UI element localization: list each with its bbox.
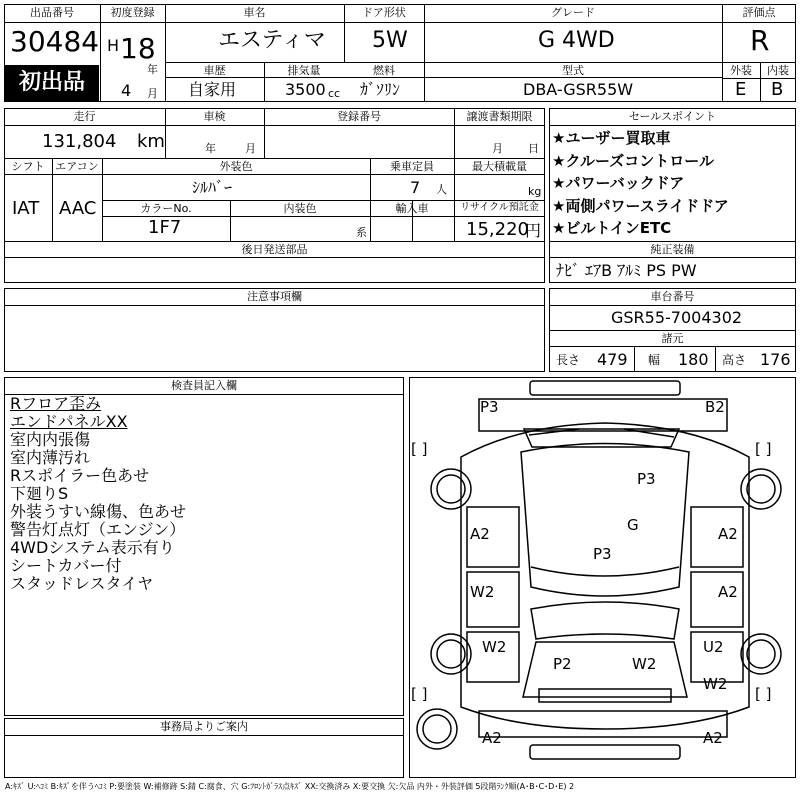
divider [102,174,545,175]
capacity-label: 乗車定員 [390,160,434,173]
chassis-number: GSR55-7004302 [611,308,743,327]
sales-point: ★両側パワースライドドア [552,196,729,215]
int-color-label: 内装色 [283,202,317,215]
width-label: 幅 [648,353,661,367]
mileage-unit: km [137,131,165,152]
doc-month-unit: 月 [492,142,503,155]
inspection-month-unit: 月 [245,142,256,155]
inspection-label: 車検 [203,110,226,123]
divider [549,305,796,306]
tire-inner [747,475,775,503]
doors: 5W [372,28,408,53]
later-parts-label: 後日発送部品 [241,243,308,256]
divider [4,241,545,242]
diag-rear-qtr-right: A2 [718,525,738,543]
roof-line [531,567,679,576]
tire-inner [423,715,451,743]
ext-color: ｼﾙﾊﾞｰ [192,178,233,197]
note-item: 4WDシステム表示有り [10,538,175,557]
month-unit: 月 [147,87,158,100]
grade: G 4WD [538,28,615,53]
int-color-unit: 系 [356,226,367,239]
divider [102,200,545,201]
car-name-label: 車名 [243,6,266,19]
tire-inner [747,640,775,668]
diag-rear-door-left: W2 [470,583,495,601]
year-unit: 年 [147,63,158,76]
divider [4,174,102,175]
divider [549,241,796,242]
divider [344,22,722,23]
sales-points-label: セールスポイント [628,110,716,123]
diag-roof-panel: P3 [593,545,612,563]
ext-grade-label: 外装 [730,64,752,77]
capacity-unit: 人 [436,183,447,196]
divider [100,4,101,102]
model-label: 型式 [562,64,584,77]
diag-front-door-right: U2 [703,638,724,656]
width: 180 [678,350,709,369]
shift: IAT [12,198,40,219]
recycle-fee: 15,220 [466,219,529,240]
diag-roof: G [627,516,639,534]
divider [4,158,545,159]
caution-label: 注意事項欄 [247,290,302,303]
recycle-label: リサイクル預託金 [460,202,539,213]
diag-front-door-left: W2 [482,638,507,656]
displacement-unit: cc [328,87,341,100]
diag-hood-left: P2 [553,655,572,673]
score-label: 評価点 [742,6,776,19]
divider [165,4,166,102]
lot-number: 30484 [10,25,100,58]
model: DBA-GSR55W [523,80,634,99]
divider [4,257,545,258]
sales-points-list [552,127,729,240]
grille [539,689,671,702]
note-item: 室内薄汚れ [10,448,91,467]
divider [165,62,796,63]
doc-day-unit: 日 [528,142,539,155]
load-unit: kg [528,185,542,198]
color-no: 1F7 [148,217,182,238]
doors-label: ドア形状 [362,6,406,19]
era: H [107,36,120,55]
capacity: 7 [410,178,421,197]
divider [722,4,723,102]
front-bumper-strip [530,745,680,759]
note-item: 外装うすい線傷、色あせ [10,502,187,521]
roof [521,444,689,597]
sales-point: ★ユーザー買取車 [552,129,671,147]
ac: AAC [59,198,97,219]
first-reg-label: 初度登録 [110,6,155,19]
diag-rear-right: B2 [705,398,725,416]
height: 176 [760,350,791,369]
diag-rear-left: P3 [480,398,499,416]
doc-deadline-label: 譲渡書類期限 [466,110,533,123]
divider [4,125,545,126]
note-item: Rフロア歪み [10,394,102,413]
diag-bracket: [ ] [411,685,428,703]
score: R [750,24,770,57]
divider [100,22,344,23]
length-label: 長さ [556,353,581,367]
ext-grade: E [735,79,747,100]
divider [722,78,796,79]
equipment: ﾅﾋﾞ ｴｱB ｱﾙﾐ PS PW [556,261,697,280]
reg-month: 4 [121,81,132,100]
divider [424,4,425,102]
rear-bumper [479,399,727,431]
note-item: 下廻りS [10,484,69,503]
shift-label: シフト [11,160,45,173]
divider [634,346,635,372]
divider [549,346,796,347]
equipment-label: 純正装備 [650,243,695,256]
note-item: 警告灯点灯（エンジン） [10,520,186,539]
divider [549,125,796,126]
front-bumper [479,711,727,737]
note-item: 室内内張傷 [10,430,91,449]
divider [4,305,545,306]
height-label: 高さ [722,353,747,367]
history: 自家用 [188,80,237,99]
specs-label: 諸元 [661,332,684,345]
diag-front-bumper-right: A2 [703,729,723,747]
import-label: 輸入車 [395,202,429,215]
diag-hood-right: W2 [632,655,657,673]
ac-label: エアコン [55,160,99,173]
note-item: シートカバー付 [10,556,122,575]
diag-bracket: [ ] [755,440,772,458]
car-diagram [409,377,796,778]
displacement-label: 排気量 [287,64,321,77]
diag-bracket: [ ] [411,440,428,458]
note-item: スタッドレスタイヤ [10,574,154,593]
fuel: ｶﾞｿﾘﾝ [360,80,401,99]
rear-window-lines [529,429,674,437]
legend-footer: A:ｷｽﾞ U:ﾍｺﾐ B:ｷｽﾞを伴うﾍｺﾐ P:要塗装 W:補修跡 S:錆 C:腐食、穴 G:ﾌﾛﾝﾄｶﾞﾗｽ点ｷｽﾞ XX:交換済み X:要交換 欠:欠品 内外・外装評価 5段階ﾗﾝｸ順(A･B･C･D･E) 2 [5,782,575,791]
divider [715,346,716,372]
length: 479 [597,350,628,369]
reg-year: 18 [120,32,156,65]
divider [4,22,100,23]
history-label: 車歴 [203,64,226,77]
sales-point: ★ビルトインETC [552,219,672,237]
ext-color-label: 外装色 [219,160,253,173]
sales-point: ★クルーズコントロール [552,151,714,170]
sales-point: ★パワーバックドア [552,174,685,192]
inspector-notes [10,395,186,593]
car-name: エスティマ [218,28,326,53]
fuel-label: 燃料 [373,64,395,77]
diag-bracket: [ ] [755,685,772,703]
int-grade: B [771,79,784,100]
diag-rear-glass: P3 [637,470,656,488]
load-label: 最大積載量 [472,160,527,173]
divider [165,77,722,78]
inspection-year-unit: 年 [205,142,216,155]
color-no-label: カラーNo. [140,202,192,215]
displacement: 3500 [285,80,326,99]
int-grade-label: 内装 [767,64,789,77]
plate-label: 登録番号 [337,110,381,123]
divider [549,257,796,258]
note-item: エンドパネルXX [10,412,128,431]
diag-front-right: W2 [703,675,728,693]
first-listing-badge: 初出品 [5,65,99,101]
note-item: Rスポイラー色あせ [10,466,150,485]
divider [722,22,796,23]
inspector-label: 検査員記入欄 [171,379,237,392]
chassis-label: 車台番号 [650,290,695,303]
divider [549,330,796,331]
mileage: 131,804 [42,131,117,152]
grade-label: グレード [551,6,595,19]
diag-rear-door-right: A2 [718,583,738,601]
diag-front-bumper-left: A2 [482,729,502,747]
divider [4,735,404,736]
windshield [531,602,679,639]
mileage-label: 走行 [73,110,96,123]
recycle-unit: 円 [525,221,542,240]
diag-rear-qtr-left: A2 [470,525,490,543]
lot-number-label: 出品番号 [30,6,74,19]
office-label: 事務局よりご案内 [160,720,248,733]
rear-bumper-strip [530,381,680,395]
